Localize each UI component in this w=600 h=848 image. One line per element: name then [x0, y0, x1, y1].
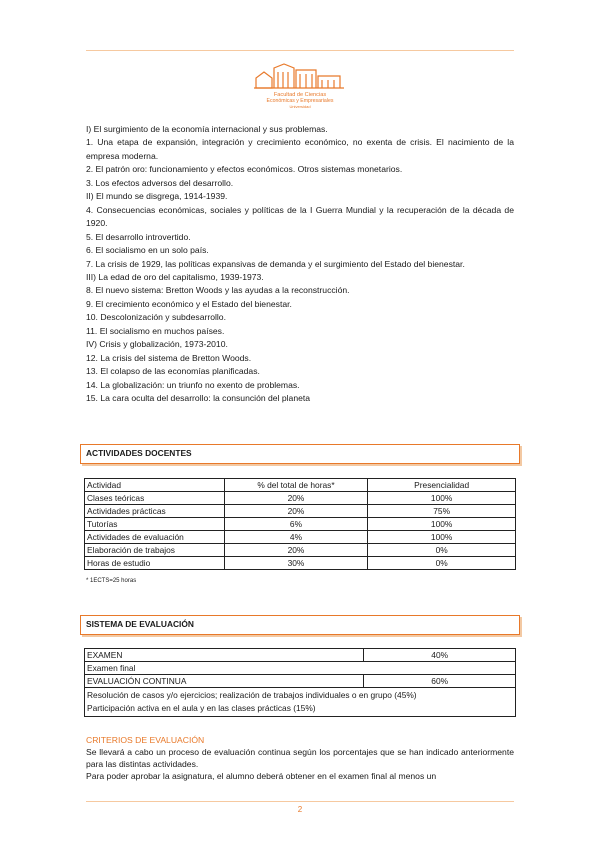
- table-header-cell: % del total de horas*: [224, 479, 368, 492]
- table-cell: Tutorías: [85, 518, 225, 531]
- syllabus-line: 9. El crecimiento económico y el Estado del bienestar.: [86, 298, 292, 309]
- table-cell: Actividades prácticas: [85, 505, 225, 518]
- syllabus-line: I) El surgimiento de la economía internacional y sus problemas.: [86, 124, 328, 134]
- syllabus-line: 6. El socialismo en un solo país.: [86, 245, 209, 256]
- continua-detail: [85, 688, 516, 717]
- table-row: [85, 544, 516, 557]
- criterios-paragraph: Para poder aprobar la asignatura, el alumno deberá obtener en el examen final al menos un: [86, 771, 437, 781]
- table-header-cell: Presencialidad: [368, 479, 516, 492]
- continua-label: EVALUACIÓN CONTINUA: [85, 675, 364, 688]
- syllabus-line: 10. Descolonización y subdesarrollo.: [86, 312, 226, 323]
- table-row: [85, 518, 516, 531]
- table-cell: Elaboración de trabajos: [85, 544, 225, 557]
- table-cell: 100%: [368, 492, 516, 505]
- table-header-row: [85, 479, 516, 492]
- continua-value: 60%: [364, 675, 516, 688]
- header-rule: [86, 50, 514, 51]
- table-cell: 0%: [368, 557, 516, 570]
- table-header-cell: Actividad: [85, 479, 225, 492]
- examen-label: EXAMEN: [85, 649, 364, 662]
- table-row: [85, 675, 516, 688]
- table-cell: 0%: [368, 544, 516, 557]
- syllabus-line: 2. El patrón oro: funcionamiento y efectos económicos. Otros sistemas monetarios.: [86, 164, 403, 175]
- continua-detail-line: Participación activa en el aula y en las clases prácticas (15%): [87, 703, 316, 713]
- ects-note: * 1ECTS=25 horas: [86, 578, 137, 584]
- table-row: [85, 505, 516, 518]
- syllabus-line: 5. El desarrollo introvertido.: [86, 231, 191, 242]
- table-row: [85, 688, 516, 717]
- syllabus-line: 13. El colapso de las economías planificadas.: [86, 366, 260, 377]
- actividades-heading-box: [80, 444, 520, 464]
- logo-line-3: Universidad: [289, 104, 311, 109]
- logo-line-1: Facultad de Ciencias: [273, 92, 327, 98]
- actividades-table: [84, 478, 516, 570]
- table-row: [85, 531, 516, 544]
- logo-line-2: Económicas y Empresariales: [266, 98, 334, 104]
- syllabus-line: II) El mundo se disgrega, 1914-1939.: [86, 191, 228, 202]
- criterios-text: [86, 746, 514, 782]
- table-row: [85, 662, 516, 675]
- table-cell: 4%: [224, 531, 368, 544]
- faculty-logo: [250, 58, 350, 114]
- evaluacion-heading-box: [80, 615, 520, 635]
- table-cell: 20%: [224, 544, 368, 557]
- table-cell: Clases teóricas: [85, 492, 225, 505]
- table-row: [85, 649, 516, 662]
- examen-value: 40%: [364, 649, 516, 662]
- table-cell: 20%: [224, 492, 368, 505]
- syllabus-line: 11. El socialismo en muchos países.: [86, 325, 225, 336]
- syllabus-line: 15. La cara oculta del desarrollo: la consunción del planeta: [86, 393, 311, 404]
- criterios-paragraph: Se llevará a cabo un proceso de evaluación continua según los porcentajes que se han indicado anteriormente para las distintas actividades.: [86, 747, 514, 769]
- table-cell: Actividades de evaluación: [85, 531, 225, 544]
- syllabus-line: 14. La globalización: un triunfo no exento de problemas.: [86, 379, 300, 390]
- syllabus-line: 12. La crisis del sistema de Bretton Woods.: [86, 352, 252, 363]
- table-cell: 30%: [224, 557, 368, 570]
- examen-final: Examen final: [85, 662, 516, 675]
- table-row: [85, 492, 516, 505]
- syllabus-line: 1. Una etapa de expansión, integración y crecimiento económico, no exenta de crisis. El nacimiento de la empresa moderna.: [86, 137, 514, 161]
- actividades-heading: ACTIVIDADES DOCENTES: [86, 448, 192, 458]
- syllabus-list: [86, 123, 514, 406]
- syllabus-line: 3. Los efectos adversos del desarrollo.: [86, 177, 234, 188]
- table-cell: 100%: [368, 531, 516, 544]
- footer-rule: [86, 801, 514, 802]
- syllabus-line: IV) Crisis y globalización, 1973-2010.: [86, 339, 228, 350]
- syllabus-line: 8. El nuevo sistema: Bretton Woods y las ayudas a la reconstrucción.: [86, 285, 350, 296]
- table-cell: 75%: [368, 505, 516, 518]
- page-number: 2: [297, 805, 303, 814]
- evaluacion-table: [84, 648, 516, 717]
- syllabus-line: 4. Consecuencias económicas, sociales y políticas de la I Guerra Mundial y la recuperación de la década de 1920.: [86, 204, 514, 229]
- table-cell: 100%: [368, 518, 516, 531]
- criterios-title: CRITERIOS DE EVALUACIÓN: [86, 735, 205, 745]
- syllabus-line: 7. La crisis de 1929, las políticas expansivas de demanda y el surgimiento del Estado del bienestar.: [86, 258, 465, 269]
- table-cell: Horas de estudio: [85, 557, 225, 570]
- evaluacion-heading: SISTEMA DE EVALUACIÓN: [86, 619, 194, 629]
- table-row: [85, 557, 516, 570]
- table-cell: 20%: [224, 505, 368, 518]
- table-cell: 6%: [224, 518, 368, 531]
- continua-detail-line: Resolución de casos y/o ejercicios; realización de trabajos individuales o en grupo (45%): [87, 690, 417, 700]
- syllabus-line: III) La edad de oro del capitalismo, 1939-1973.: [86, 271, 264, 282]
